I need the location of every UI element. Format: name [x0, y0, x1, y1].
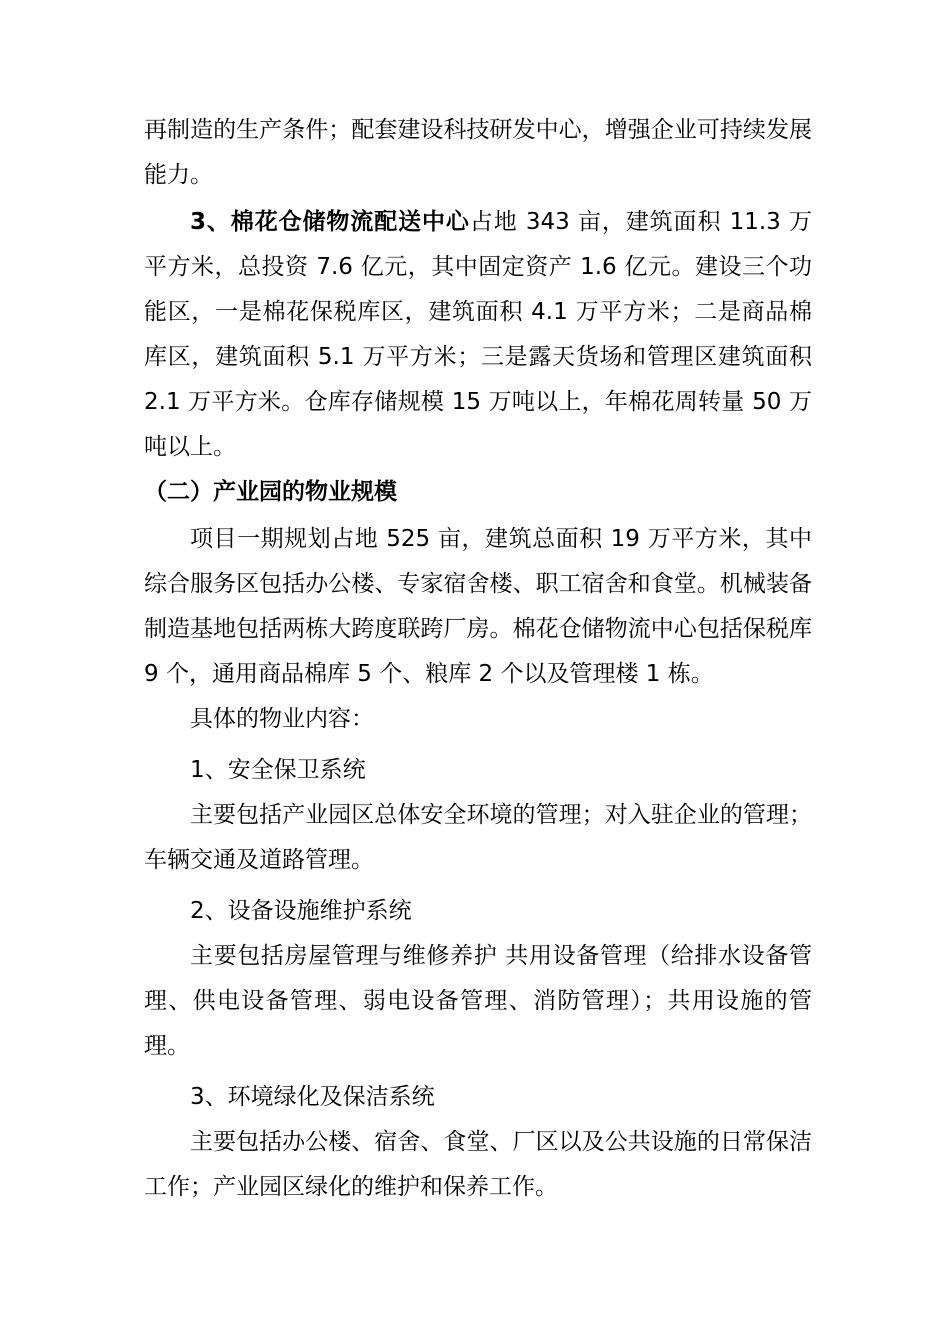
- subsection-title-security: 1、安全保卫系统: [190, 757, 366, 783]
- logistics-center-text: 占地 343 亩，建筑面积 11.3 万平方米，总投资 7.6 亿元，其中固定资产 1.6 亿元。建设三个功能区，一是棉花保税库区，建筑面积 4.1 万平方米；二是商品棉库区，建筑面积 5.1 万平方米；三是露天货场和管理区建筑面积 2.1 万平方米。仓库存储规模 15 万吨以上，年棉花周转量 50 万吨以上。: [144, 209, 812, 460]
- subsection-body-equipment: 主要包括房屋管理与维修养护 共用设备管理（给排水设备管理、供电设备管理、弱电设备管理、消防管理）；共用设施的管理。: [144, 943, 812, 1059]
- paragraph-logistics-center: [144, 200, 812, 470]
- paragraph-property-intro: 具体的物业内容：: [190, 706, 374, 732]
- paragraph-continuation: 再制造的生产条件；配套建设科技研发中心，增强企业可持续发展能力。: [144, 117, 812, 188]
- subsection-title-equipment: 2、设备设施维护系统: [190, 898, 412, 924]
- section-heading: （二）产业园的物业规模: [144, 479, 397, 505]
- subsection-body-security: 主要包括产业园区总体安全环境的管理；对入驻企业的管理；车辆交通及道路管理。: [144, 802, 812, 873]
- logistics-center-lead: 3、棉花仓储物流配送中心: [190, 209, 470, 235]
- subsection-body-environment: 主要包括办公楼、宿舍、食堂、厂区以及公共设施的日常保洁工作；产业园区绿化的维护和保养工作。: [144, 1129, 812, 1200]
- document-page: [144, 108, 812, 1210]
- paragraph-scale: 项目一期规划占地 525 亩，建筑总面积 19 万平方米，其中综合服务区包括办公楼、专家宿舍楼、职工宿舍和食堂。机械装备制造基地包括两栋大跨度联跨厂房。棉花仓储物流中心包括保税库 9 个，通用商品棉库 5 个、粮库 2 个以及管理楼 1 栋。: [144, 526, 812, 687]
- subsection-title-environment: 3、环境绿化及保洁系统: [190, 1084, 435, 1110]
